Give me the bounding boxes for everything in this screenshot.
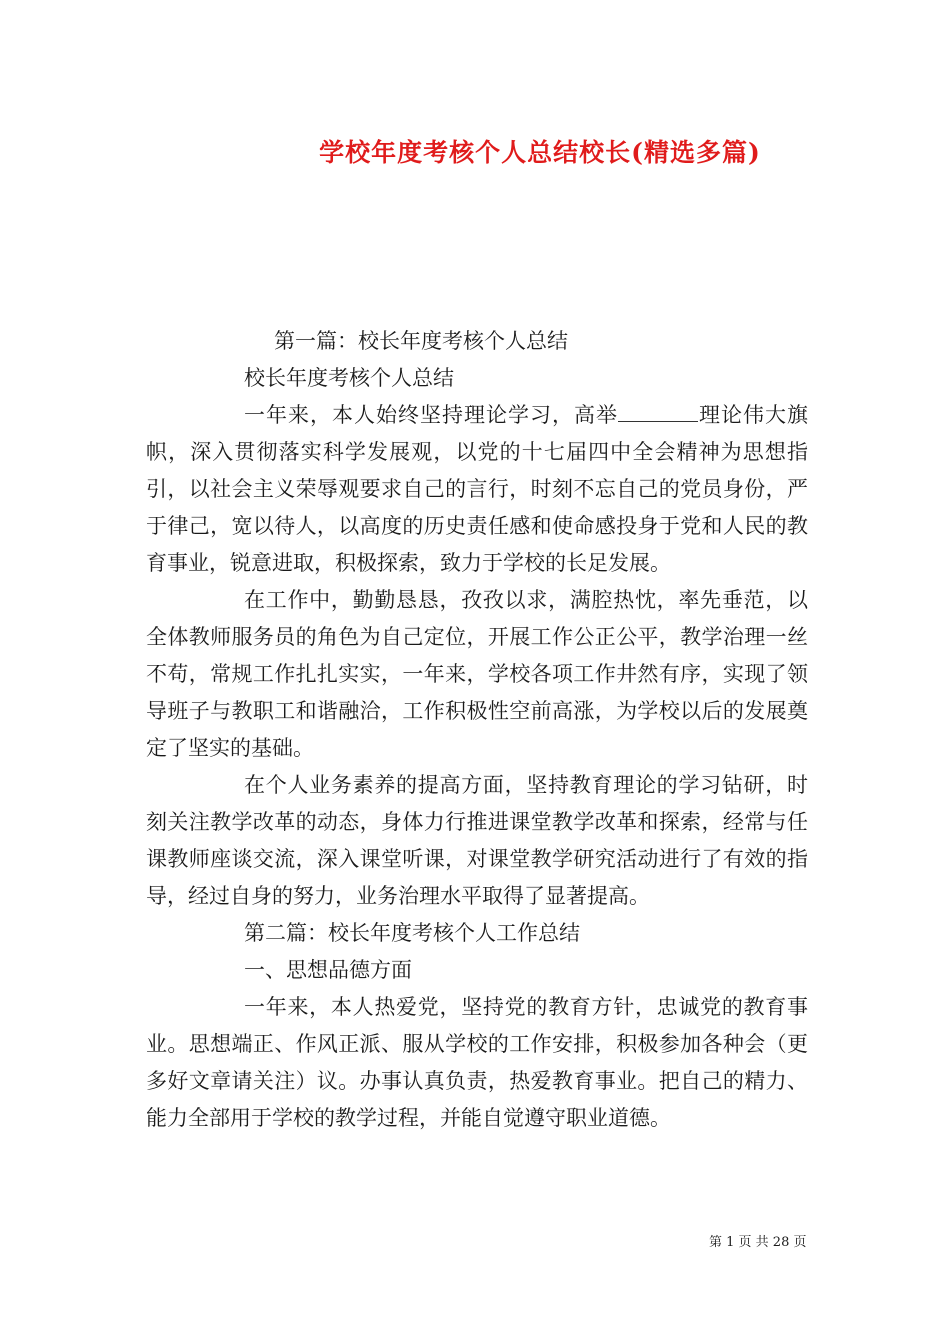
blank-line <box>618 401 698 422</box>
document-title: 学校年度考核个人总结校长(精选多篇) <box>319 138 761 167</box>
paragraph-1-rest: 理论伟大旗帜，深入贯彻落实科学发展观，以党的十七届四中全会精神为思想指引，以社会主义荣辱观要求自己的言行，时刻不忘自己的党员身份，严于律己，宽以待人，以高度的历史责任感和使命感投身于党和人民的教育事业，锐意进取，积极探索，致力于学校的长足发展。 <box>146 403 808 575</box>
document-body <box>146 323 808 1137</box>
paragraph-4: 一年来，本人热爱党，坚持党的教育方针，忠诚党的教育事业。思想端正、作风正派、服从学校的工作安排，积极参加各种会（更多好文章请关注）议。办事认真负责，热爱教育事业。把自己的精力、能力全部用于学校的教学过程，并能自觉遵守职业道德。 <box>146 995 808 1130</box>
paragraph-1-start: 一年来，本人始终坚持理论学习，高举 <box>244 403 618 427</box>
section1-heading: 一、思想品德方面 <box>244 958 412 982</box>
page-number: 第 1 页 共 28 页 <box>709 1235 807 1250</box>
paragraph-1 <box>146 397 808 582</box>
paragraph-2: 在工作中，勤勤恳恳，孜孜以求，满腔热忱，率先垂范，以全体教师服务员的角色为自己定位，开展工作公正公平，教学治理一丝不苟，常规工作扎扎实实，一年来，学校各项工作井然有序，实现了领导班子与教职工和谐融洽，工作积极性空前高涨，为学校以后的发展奠定了坚实的基础。 <box>146 588 808 760</box>
part1-heading: 第一篇：校长年度考核个人总结 <box>274 329 568 353</box>
part2-heading: 第二篇：校长年度考核个人工作总结 <box>244 921 580 945</box>
paragraph-3: 在个人业务素养的提高方面，坚持教育理论的学习钻研，时刻关注教学改革的动态，身体力行推进课堂教学改革和探索，经常与任课教师座谈交流，深入课堂听课，对课堂教学研究活动进行了有效的指导，经过自身的努力，业务治理水平取得了显著提高。 <box>146 773 808 908</box>
part1-subheading: 校长年度考核个人总结 <box>244 366 454 390</box>
